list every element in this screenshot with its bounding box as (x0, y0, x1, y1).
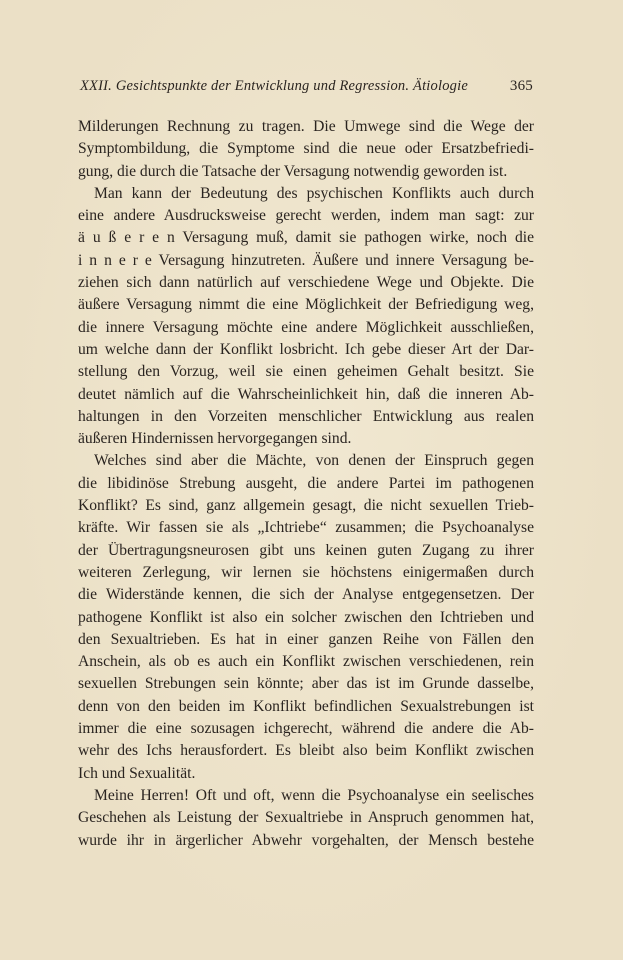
text-line: wurde ihr in ärgerlicher Abwehr vorgehalten, der Mensch bestehe (78, 831, 534, 849)
text-line: Man kann der Bedeutung des psychischen Konflikts auch durch (94, 184, 534, 202)
text-line: äußeren Hindernissen hervorgegangen sind. (78, 430, 352, 448)
text-line: denn von den beiden im Konflikt befindlichen Sexualstrebungen ist (78, 697, 534, 715)
text-line: deutet nämlich auf die Wahrscheinlichkeit hin, daß die inneren Ab- (78, 385, 534, 403)
text-line: i n n e r e Versagung hinzutreten. Äußere und innere Versagung be- (78, 251, 534, 269)
text-line: haltungen in den Vorzeiten menschlicher Entwicklung aus realen (78, 407, 534, 425)
text-line: Meine Herren! Oft und oft, wenn die Psychoanalyse ein seelisches (94, 786, 534, 804)
text-line: weiteren Zerlegung, wir lernen sie höchstens einigermaßen durch (78, 563, 534, 581)
text-line: Symptombildung, die Symptome sind die neue oder Ersatzbefriedi- (78, 140, 534, 158)
text-line: eine andere Ausdrucksweise gerecht werden, indem man sagt: zur (78, 207, 534, 225)
text-line: immer die eine sozusagen ichgerecht, während die andere die Ab- (78, 720, 534, 738)
text-line: Welches sind aber die Mächte, von denen der Einspruch gegen (94, 452, 534, 470)
text-line: pathogene Konflikt ist also ein solcher zwischen den Ichtrieben und (78, 608, 534, 626)
text-line: kräfte. Wir fassen sie als „Ichtriebe“ zusammen; die Psychoanalyse (78, 519, 534, 537)
text-line: Milderungen Rechnung zu tragen. Die Umwege sind die Wege der (78, 118, 534, 135)
page-number: 365 (509, 78, 533, 94)
text-line: Geschehen als Leistung der Sexualtriebe in Anspruch genommen hat, (78, 809, 534, 827)
text-line: äußere Versagung nimmt die eine Möglichkeit der Befriedigung weg, (78, 296, 534, 314)
text-line: Anschein, als ob es auch ein Konflikt zwischen verschiedenen, rein (78, 653, 534, 671)
text-line: stellung den Vorzug, weil sie einen geheimen Gehalt besitzt. Sie (78, 363, 534, 381)
text-line: den Sexualtrieben. Es hat in einer ganzen Reihe von Fällen den (78, 630, 534, 648)
text-line: ä u ß e r e n Versagung muß, damit sie pathogen wirke, noch die (78, 229, 534, 247)
text-line: der Übertragungsneurosen gibt uns keinen guten Zugang zu ihrer (78, 541, 534, 559)
text-line: um welche dann der Konflikt losbricht. Ich gebe dieser Art der Dar- (78, 340, 534, 358)
text-line: gung, die durch die Tatsache der Versagung notwendig geworden ist. (78, 162, 508, 180)
text-line: Ich und Sexualität. (78, 764, 196, 782)
body-text (78, 116, 534, 852)
text-line: Konflikt? Es sind, ganz allgemein gesagt, die nicht sexuellen Trieb- (78, 497, 534, 515)
text-line: sexuellen Strebungen sein könnte; aber das ist im Grunde dasselbe, (78, 675, 534, 693)
text-line: die libidinöse Strebung ausgeht, die andere Partei im pathogenen (78, 474, 534, 492)
running-head (80, 78, 533, 100)
text-line: die Widerstände kennen, die sich der Analyse entgegensetzen. Der (78, 586, 534, 604)
text-line: die innere Versagung möchte eine andere Möglichkeit ausschließen, (78, 318, 534, 336)
text-line: wehr des Ichs herausfordert. Es bleibt also beim Konflikt zwischen (78, 742, 534, 760)
text-line: ziehen sich dann natürlich auf verschiedene Wege und Objekte. Die (78, 274, 534, 292)
chapter-title: XXII. Gesichtspunkte der Entwicklung und Regression. Ätiologie (80, 78, 468, 94)
